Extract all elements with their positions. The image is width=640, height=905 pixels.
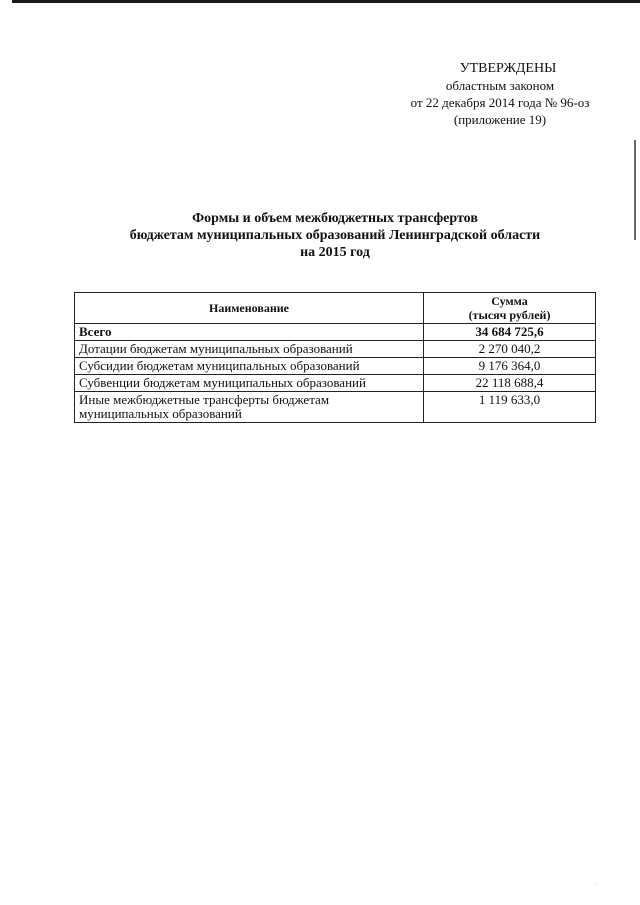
approval-date: от 22 декабря 2014 года № 96-оз	[410, 95, 590, 110]
scan-border-right	[634, 140, 636, 240]
row-name: Субвенции бюджетам муниципальных образований	[75, 375, 424, 392]
approval-stamp	[400, 60, 600, 128]
table-row-total	[75, 324, 596, 341]
title-line-3: на 2015 год	[300, 245, 370, 260]
approval-appendix: (приложение 19)	[453, 112, 547, 127]
row-name: Всего	[75, 324, 424, 341]
document-title	[100, 210, 570, 261]
row-name: Иные межбюджетные трансферты бюджетам муниципальных образований	[75, 392, 424, 423]
table-row	[75, 375, 596, 392]
approval-law: областным законом	[445, 78, 555, 93]
row-amount: 2 270 040,2	[424, 341, 596, 358]
title-line-1: Формы и объем межбюджетных трансфертов	[192, 211, 478, 226]
row-amount: 22 118 688,4	[424, 375, 596, 392]
scan-border-top	[12, 0, 640, 3]
transfers-table	[74, 292, 596, 423]
row-name: Дотации бюджетам муниципальных образований	[75, 341, 424, 358]
table-header-row	[75, 293, 596, 324]
row-amount: 1 119 633,0	[424, 392, 596, 423]
row-amount: 34 684 725,6	[424, 324, 596, 341]
table-row	[75, 341, 596, 358]
table-row	[75, 392, 596, 423]
header-amount-unit: (тысяч рублей)	[468, 308, 551, 322]
header-name: Наименование	[75, 293, 424, 324]
row-name: Субсидии бюджетам муниципальных образований	[75, 358, 424, 375]
header-amount	[424, 293, 596, 324]
title-line-2: бюджетам муниципальных образований Ленинградской области	[129, 228, 541, 243]
scan-speck: ·	[594, 880, 597, 889]
header-amount-label: Сумма	[491, 294, 528, 308]
table-row	[75, 358, 596, 375]
row-amount: 9 176 364,0	[424, 358, 596, 375]
approval-heading: УТВЕРЖДЕНЫ	[459, 61, 557, 76]
